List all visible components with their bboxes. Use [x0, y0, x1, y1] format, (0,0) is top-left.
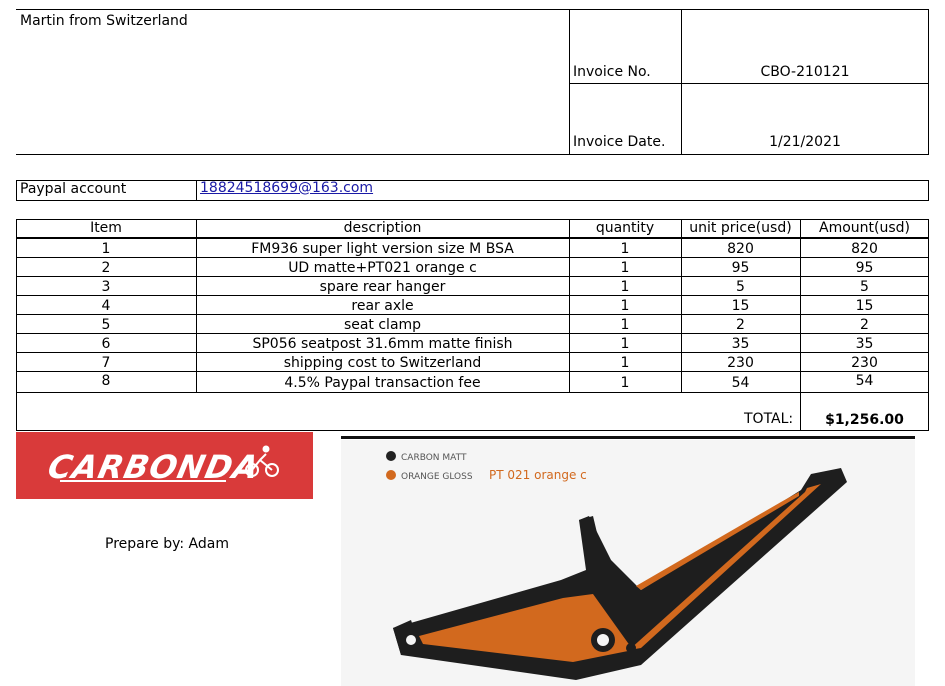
customer-name: Martin from Switzerland	[20, 13, 188, 29]
logo-wordmark: CARBONDA	[44, 448, 264, 486]
cell-amount: 35	[855, 335, 874, 352]
cell-quantity: 1	[620, 354, 630, 371]
invoice-no-value: CBO-210121	[760, 64, 850, 80]
cell-amount: 820	[851, 240, 878, 257]
col-header-item: Item	[90, 220, 122, 236]
cell-item: 6	[101, 335, 111, 352]
cell-unit-price: 230	[727, 354, 754, 371]
cell-description: UD matte+PT021 orange c	[288, 259, 477, 276]
cell-amount: 2	[860, 316, 869, 333]
cell-item: 4	[101, 297, 111, 314]
cell-unit-price: 15	[731, 297, 750, 314]
cell-description: seat clamp	[343, 316, 422, 333]
divider	[196, 180, 197, 201]
cell-quantity: 1	[620, 259, 630, 276]
legend-orange-code: PT 021 orange c	[489, 468, 587, 482]
paypal-box	[16, 180, 929, 201]
total-label: TOTAL:	[744, 411, 794, 427]
cell-quantity: 1	[620, 316, 630, 333]
cell-quantity: 1	[620, 375, 630, 391]
cell-unit-price: 54	[731, 375, 750, 391]
cell-amount: 54	[855, 373, 874, 389]
cell-quantity: 1	[620, 297, 630, 314]
col-header-description: description	[343, 220, 422, 236]
cell-item: 8	[101, 373, 111, 389]
cell-description: spare rear hanger	[319, 278, 446, 295]
cell-description: SP056 seatpost 31.6mm matte finish	[252, 335, 513, 352]
orange-gloss-dot	[386, 470, 396, 480]
cell-amount: 15	[855, 297, 874, 314]
cell-unit-price: 35	[731, 335, 750, 352]
divider	[569, 9, 570, 155]
total-value: $1,256.00	[825, 412, 904, 428]
cell-quantity: 1	[620, 335, 630, 352]
cell-item: 2	[101, 259, 111, 276]
product-top-rule	[341, 436, 915, 439]
cell-description: 4.5% Paypal transaction fee	[284, 375, 481, 391]
brand-logo-banner	[16, 432, 313, 499]
col-header-unit-price: unit price(usd)	[689, 220, 792, 236]
paypal-label: Paypal account	[20, 181, 127, 197]
divider	[928, 9, 929, 155]
cell-amount: 230	[851, 354, 878, 371]
cell-item: 7	[101, 354, 111, 371]
divider	[16, 9, 929, 10]
invoice-date-value: 1/21/2021	[769, 134, 841, 150]
invoice-no-label: Invoice No.	[573, 64, 651, 80]
cell-unit-price: 5	[736, 278, 745, 295]
invoice-date-label: Invoice Date.	[573, 134, 666, 150]
cell-unit-price: 820	[727, 240, 754, 257]
legend-carbon-matt: CARBON MATT	[401, 453, 467, 463]
product-image	[341, 440, 915, 686]
divider	[569, 83, 929, 84]
paypal-email-link[interactable]: 18824518699@163.com	[200, 180, 374, 196]
divider	[16, 154, 929, 155]
cell-quantity: 1	[620, 278, 630, 295]
prepared-by: Prepare by: Adam	[105, 536, 229, 552]
cell-amount: 95	[855, 259, 874, 276]
cell-unit-price: 2	[736, 316, 745, 333]
cell-item: 5	[101, 316, 111, 333]
cell-quantity: 1	[620, 240, 630, 257]
cell-item: 3	[101, 278, 111, 295]
cell-description: FM936 super light version size M BSA	[251, 240, 514, 257]
bike-frame-image	[341, 440, 915, 686]
carbon-matt-dot	[386, 451, 396, 461]
col-header-quantity: quantity	[595, 220, 655, 236]
cell-description: shipping cost to Switzerland	[283, 354, 482, 371]
legend-orange-gloss: ORANGE GLOSS	[401, 472, 473, 482]
frame-shape	[393, 468, 847, 680]
cell-amount: 5	[860, 278, 869, 295]
cell-unit-price: 95	[731, 259, 750, 276]
cell-description: rear axle	[351, 297, 414, 314]
col-header-amount: Amount(usd)	[819, 220, 910, 236]
cell-item: 1	[101, 240, 111, 257]
carbonda-logo	[16, 432, 313, 499]
divider	[16, 430, 929, 431]
